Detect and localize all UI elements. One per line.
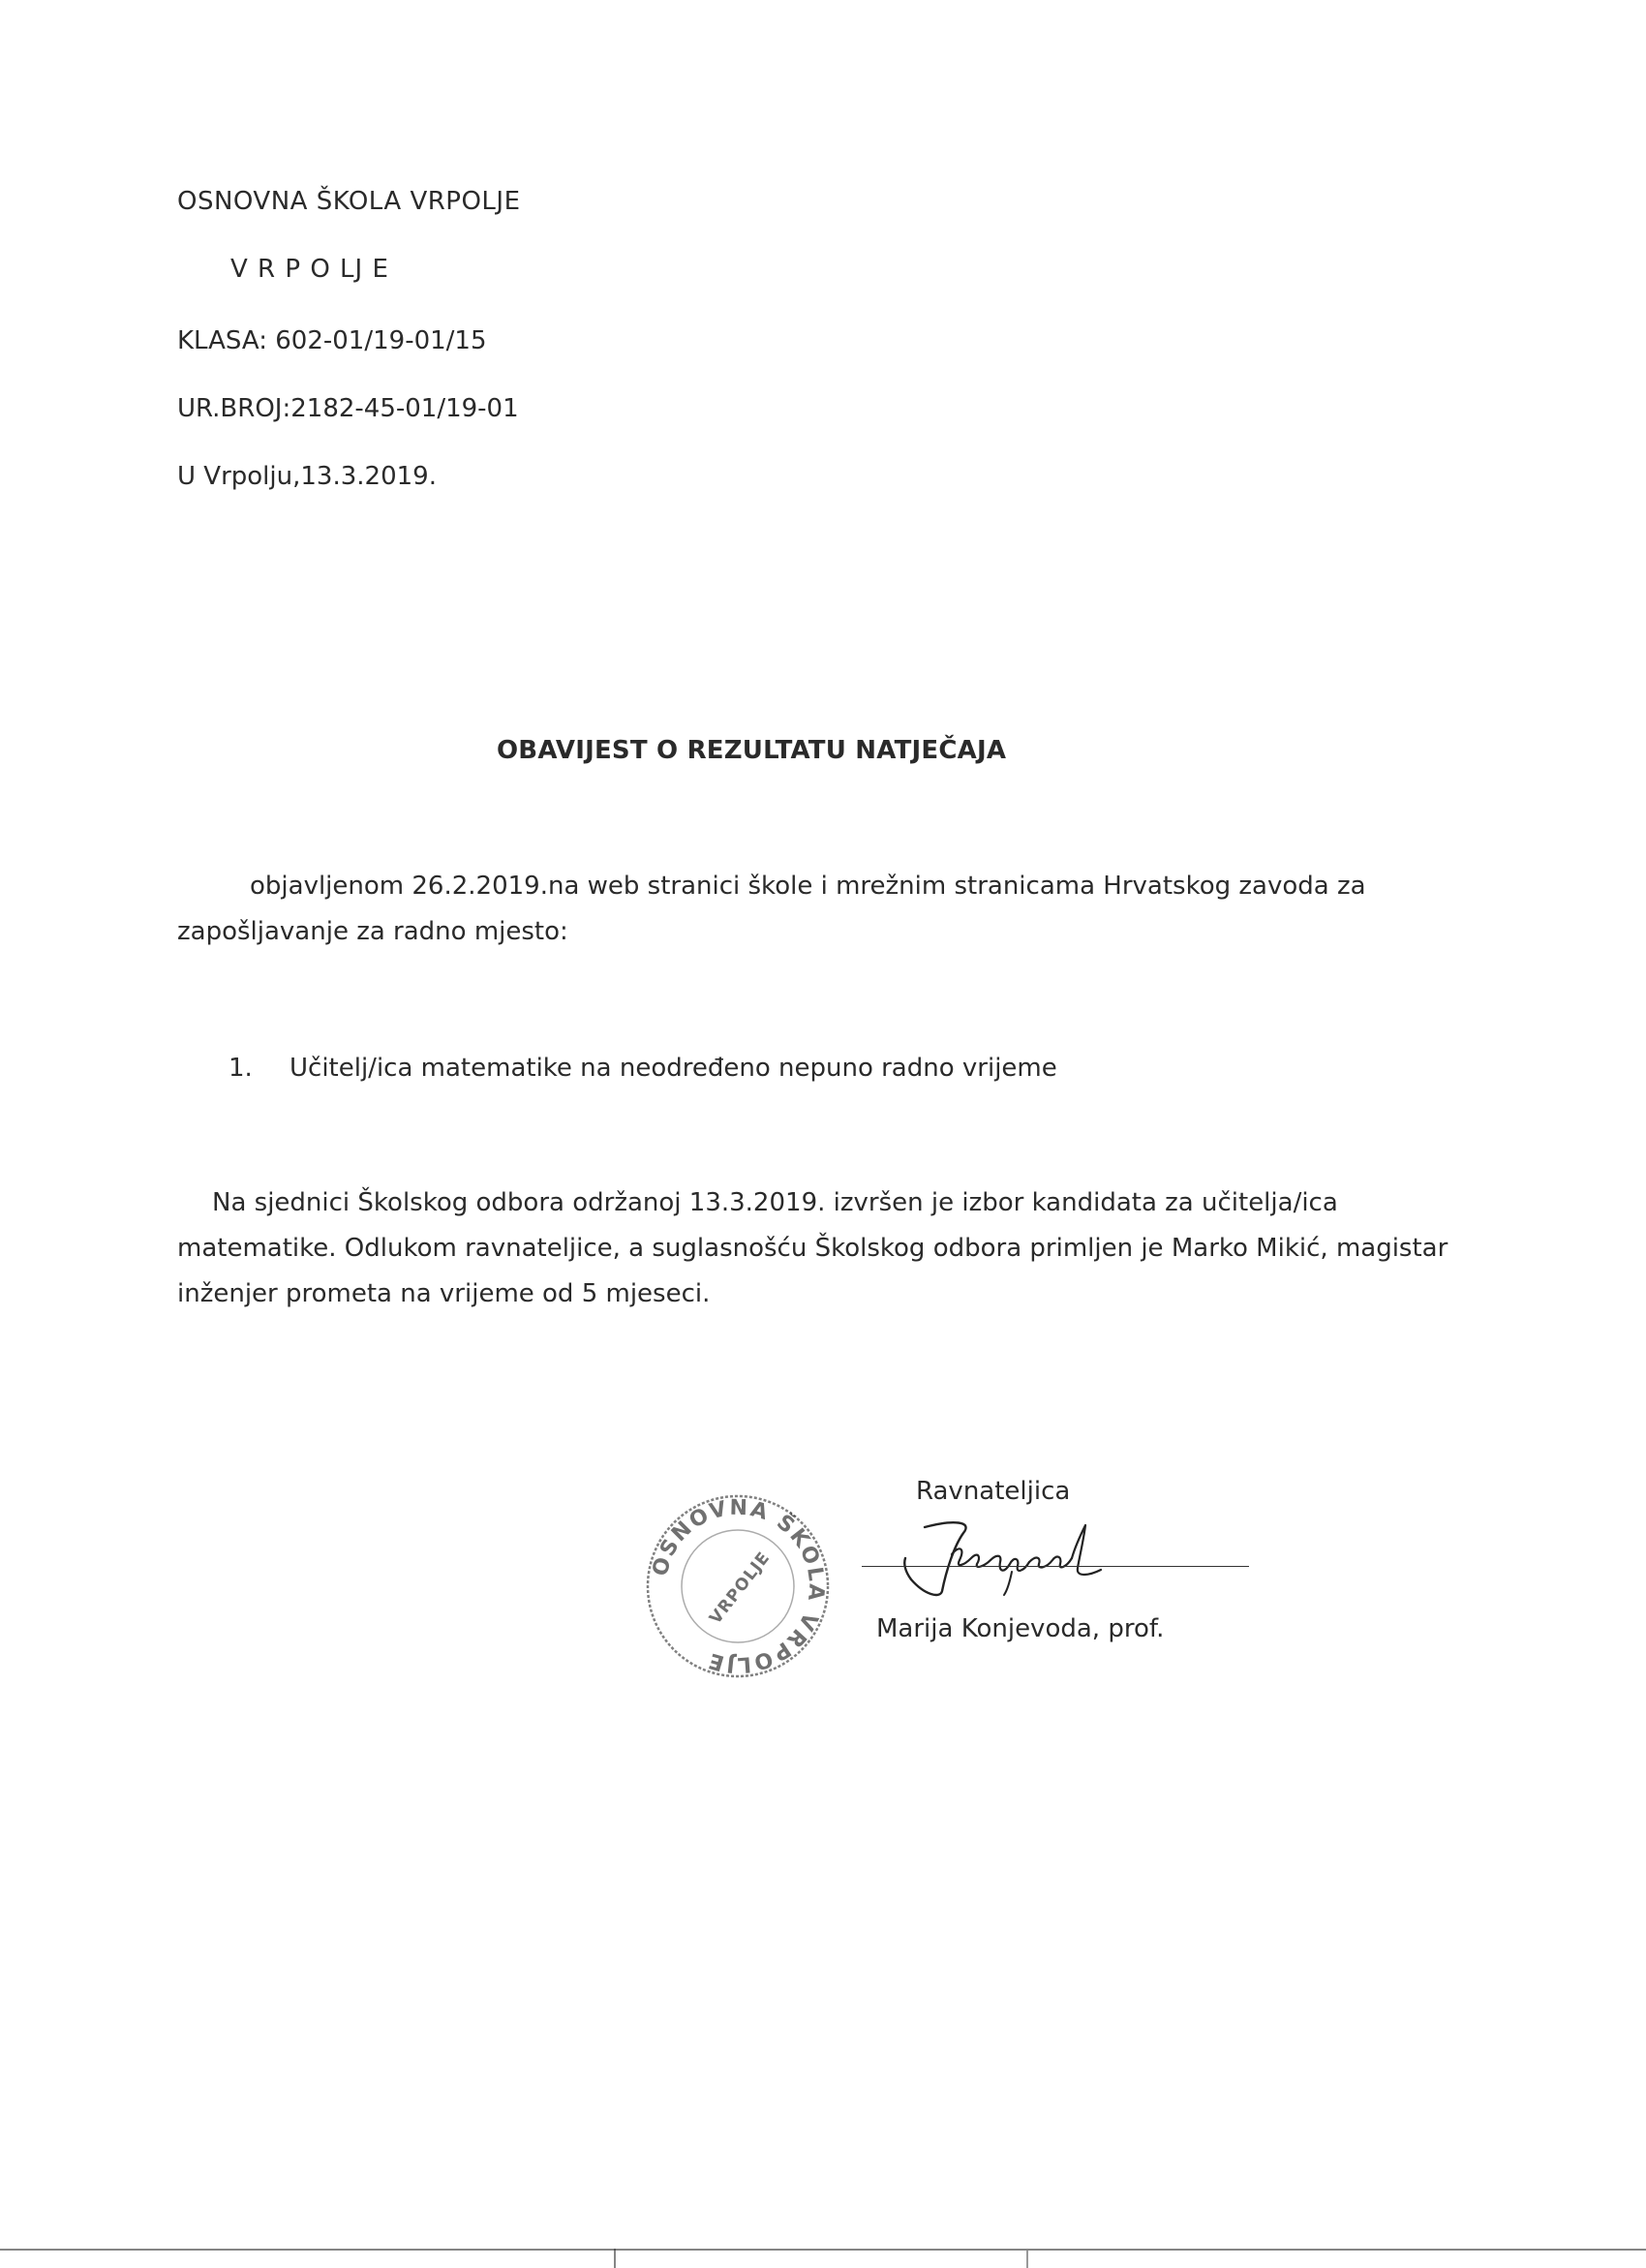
intro-line-2: zapošljavanje za radno mjesto: — [177, 917, 568, 946]
place-date-line: U Vrpolju,13.3.2019. — [177, 462, 437, 491]
body-line-3: inženjer prometa na vrijeme od 5 mjeseci. — [177, 1279, 711, 1308]
stamp-ring-path-text: OSNOVNA ŠKOLA VRPOLJE — [648, 1495, 829, 1677]
school-name: OSNOVNA ŠKOLA VRPOLJE — [177, 187, 521, 216]
school-stamp — [641, 1489, 835, 1683]
urbroj-line: UR.BROJ:2182-45-01/19-01 — [177, 394, 519, 423]
intro-line-1: objavljenom 26.2.2019.na web stranici škole i mrežnim stranicama Hrvatskog zavoda za — [250, 872, 1366, 901]
body-line-2: matematike. Odlukom ravnateljice, a suglasnošću Školskog odbora primljen je Marko Mikić, magistar — [177, 1234, 1448, 1263]
body-line-1: Na sjednici Školskog odbora održanoj 13.3.2019. izvršen je izbor kandidata za učitelja/ica — [212, 1188, 1338, 1217]
document-title: OBAVIJEST O REZULTATU NATJEČAJA — [497, 736, 1007, 765]
list-item-text: Učitelj/ica matematike na neodređeno nepuno radno vrijeme — [290, 1054, 1057, 1083]
klasa-line: KLASA: 602-01/19-01/15 — [177, 326, 487, 355]
town-name: V R P O LJ E — [230, 255, 389, 284]
scan-edge-mark — [614, 2249, 616, 2268]
handwritten-signature — [896, 1516, 1113, 1603]
scan-edge-mark — [1026, 2251, 1028, 2268]
signatory-role: Ravnateljica — [916, 1477, 1071, 1506]
signatory-name: Marija Konjevoda, prof. — [876, 1614, 1165, 1643]
signature-line — [862, 1566, 1249, 1567]
list-item-number: 1. — [229, 1054, 253, 1083]
scan-bottom-edge — [0, 2249, 1646, 2251]
stamp-inner-text: VRPOLJE — [706, 1548, 775, 1629]
